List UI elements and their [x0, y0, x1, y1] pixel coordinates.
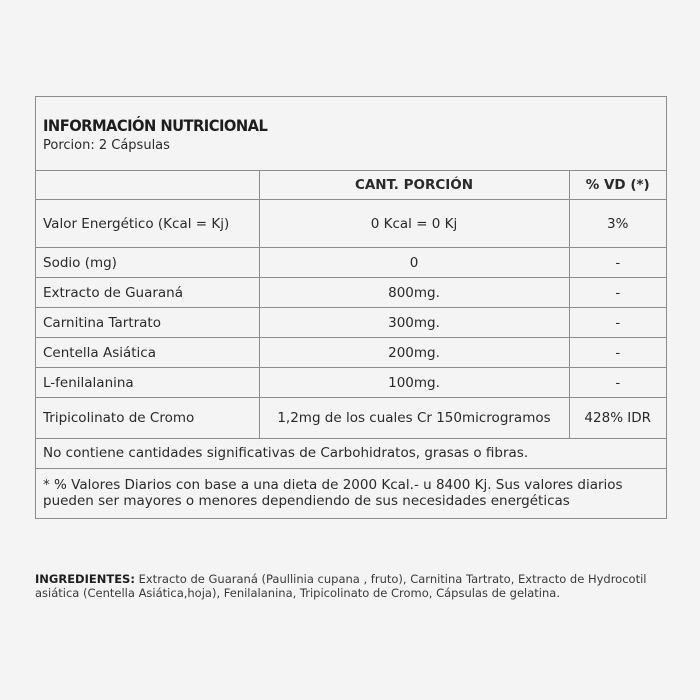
no-significant-note: No contiene cantidades significativas de Carbohidratos, grasas o fibras.: [36, 439, 666, 469]
nutrient-name: Sodio (mg): [36, 248, 259, 278]
nutrient-name: Extracto de Guaraná: [36, 278, 259, 308]
table-row: [36, 200, 666, 248]
table-row: [36, 398, 666, 439]
panel-header: [36, 97, 666, 171]
column-header-nutrient: [36, 171, 259, 200]
table-row: [36, 338, 666, 368]
nutrient-daily-value: 3%: [569, 200, 666, 248]
ingredients-block: [35, 572, 667, 600]
serving-size: Porcion: 2 Cápsulas: [43, 138, 170, 153]
nutrient-amount: 1,2mg de los cuales Cr 150microgramos: [259, 398, 569, 439]
nutrient-name: L-fenilalanina: [36, 368, 259, 398]
nutrient-daily-value: -: [569, 248, 666, 278]
nutrient-name: Valor Energético (Kcal = Kj): [36, 200, 259, 248]
nutrient-amount: 800mg.: [259, 278, 569, 308]
ingredients-label: INGREDIENTES:: [35, 572, 135, 586]
nutrient-daily-value: -: [569, 308, 666, 338]
column-header-amount: CANT. PORCIÓN: [259, 171, 569, 200]
table-row: [36, 308, 666, 338]
table-row: [36, 248, 666, 278]
ingredients-text: Extracto de Guaraná (Paullinia cupana , fruto), Carnitina Tartrato, Extracto de Hydrocotil asiática (Centella Asiática,hoja), Fenilalanina, Tripicolinato de Cromo, Cápsulas de gelatina.: [35, 572, 647, 600]
nutrient-name: Tripicolinato de Cromo: [36, 398, 259, 439]
nutrient-amount: 0: [259, 248, 569, 278]
daily-values-footnote: * % Valores Diarios con base a una dieta de 2000 Kcal.- u 8400 Kj. Sus valores diarios pueden ser mayores o menores dependiendo de sus necesidades energéticas: [43, 477, 623, 509]
panel-title: INFORMACIÓN NUTRICIONAL: [43, 116, 268, 135]
nutrient-daily-value: 428% IDR: [569, 398, 666, 439]
table-row: [36, 368, 666, 398]
table-row: [36, 278, 666, 308]
nutrient-name: Carnitina Tartrato: [36, 308, 259, 338]
nutrient-name: Centella Asiática: [36, 338, 259, 368]
nutrient-amount: 100mg.: [259, 368, 569, 398]
nutrition-table: [36, 171, 666, 439]
column-header-daily-value: % VD (*): [569, 171, 666, 200]
table-header-row: [36, 171, 666, 200]
nutrient-daily-value: -: [569, 278, 666, 308]
nutrient-daily-value: -: [569, 338, 666, 368]
nutrient-amount: 0 Kcal = 0 Kj: [259, 200, 569, 248]
nutrient-daily-value: -: [569, 368, 666, 398]
nutrient-amount: 200mg.: [259, 338, 569, 368]
nutrition-facts-panel: [35, 96, 667, 519]
nutrient-amount: 300mg.: [259, 308, 569, 338]
